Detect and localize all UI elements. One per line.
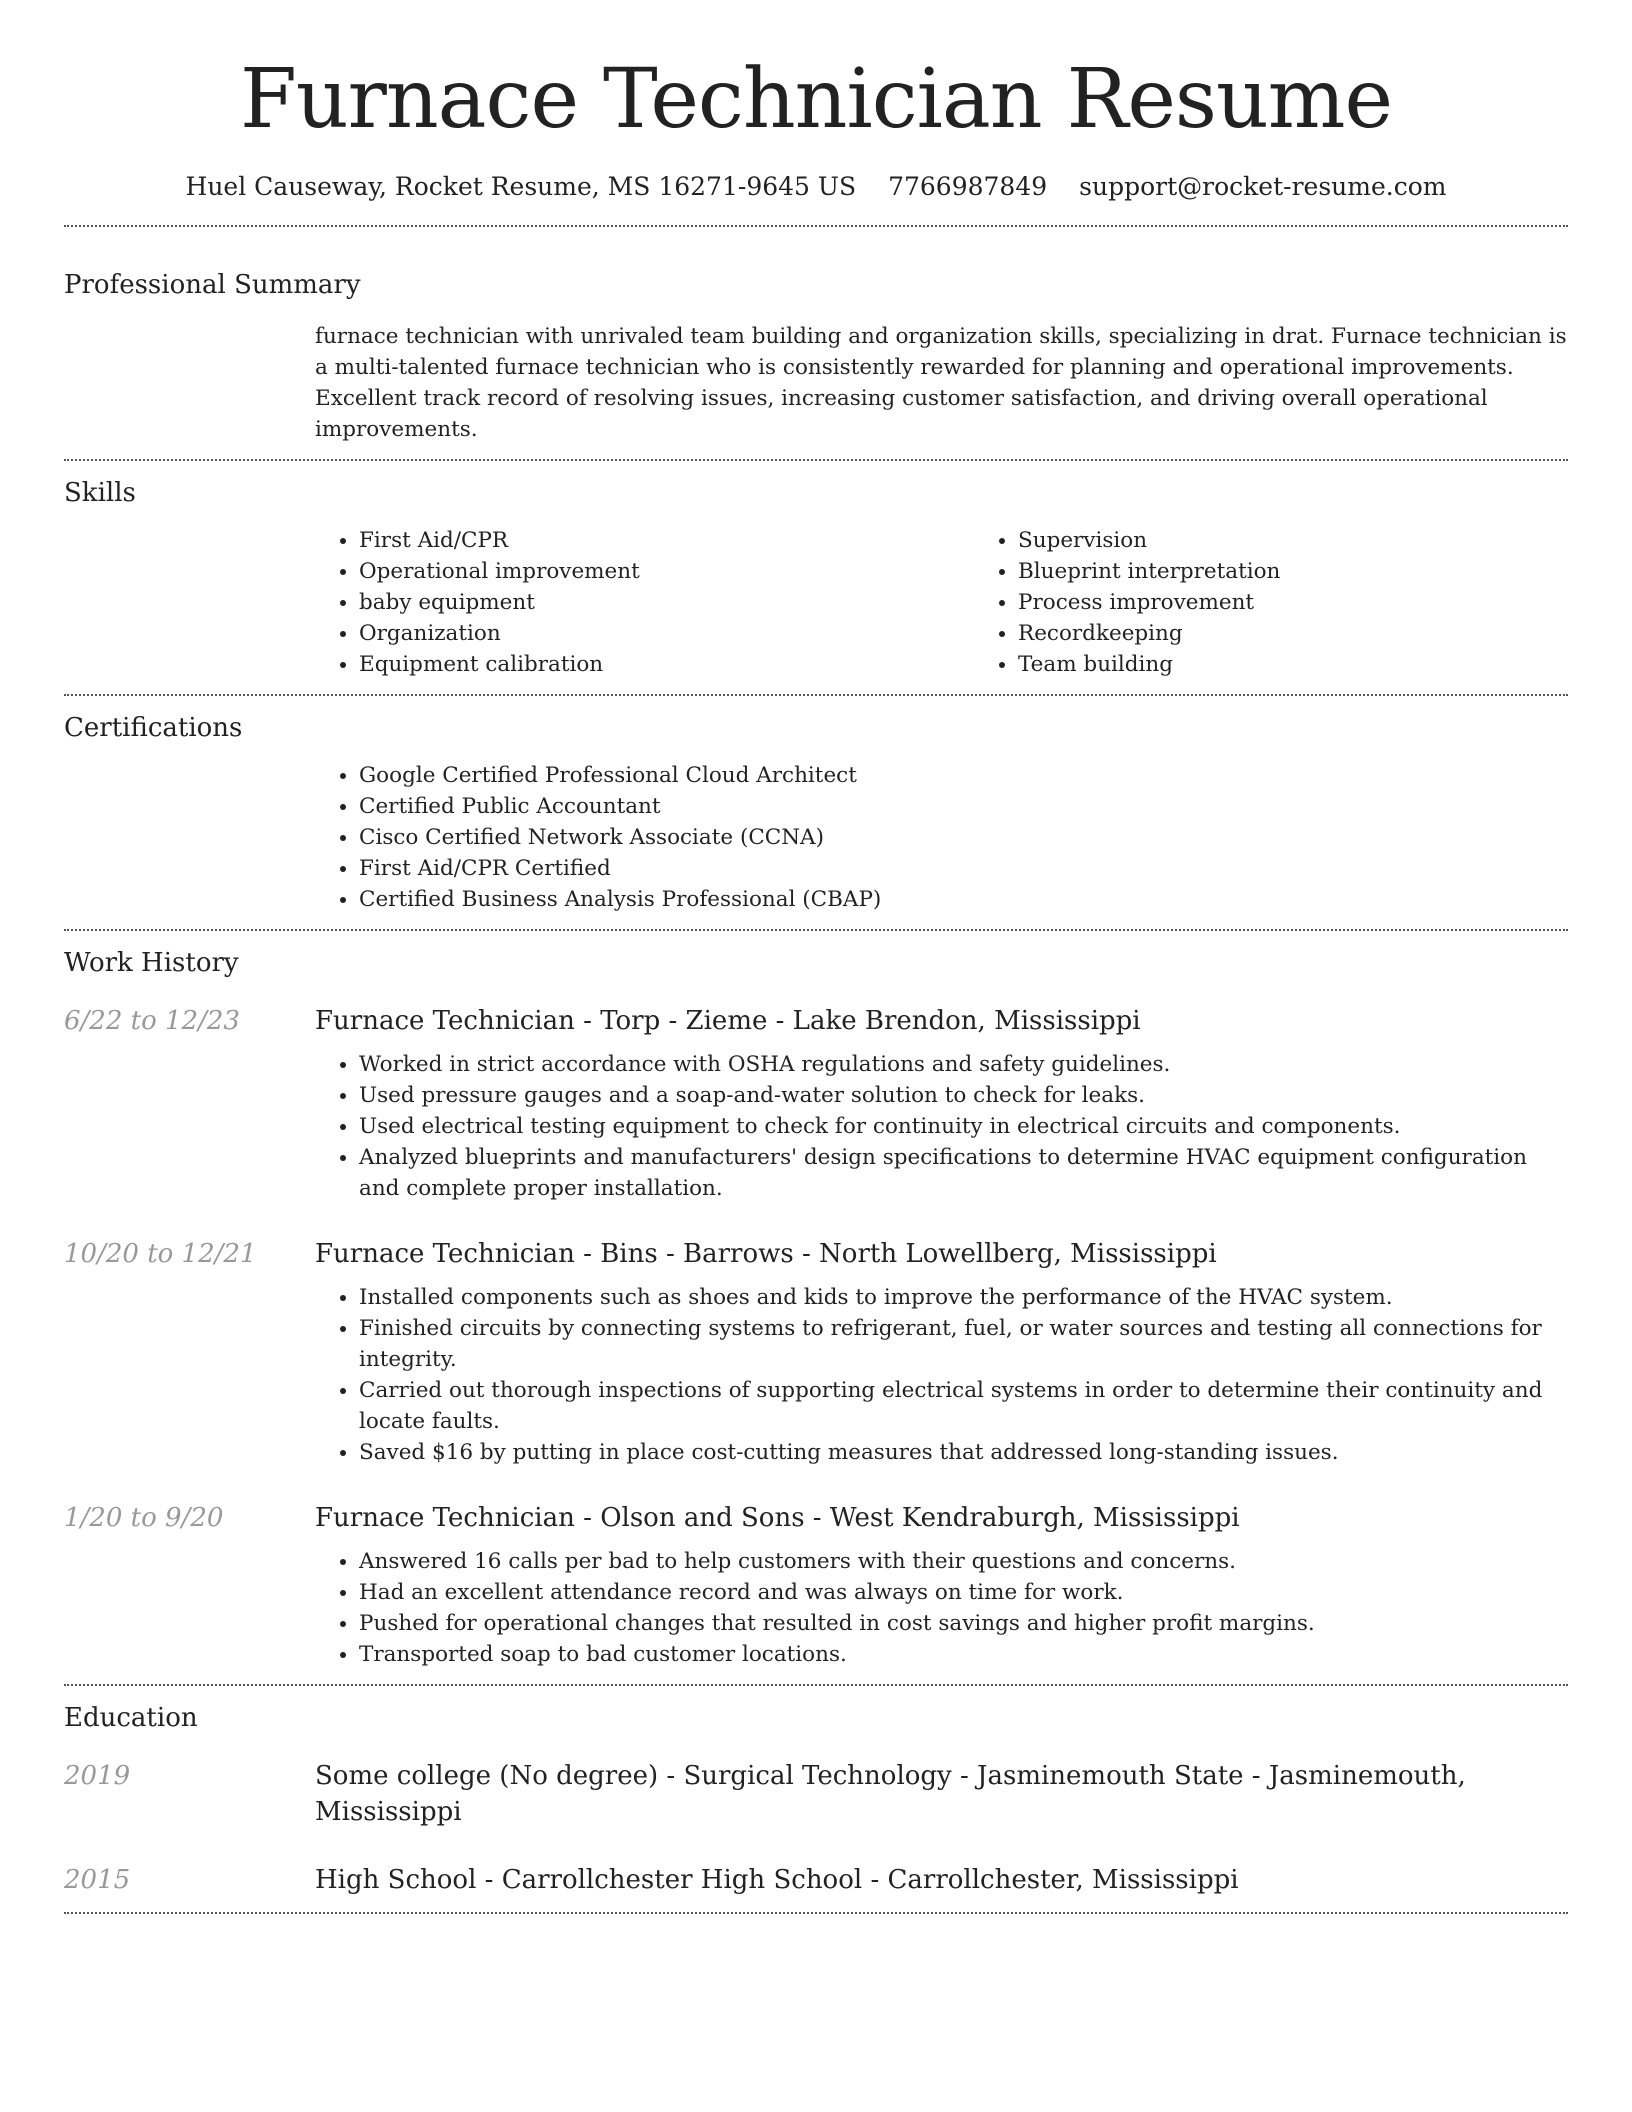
contact-address: Huel Causeway, Rocket Resume, MS 16271-9645 US: [185, 172, 857, 201]
job-bullet: • Used pressure gauges and a soap-and-water solution to check for leaks.: [359, 1080, 1568, 1111]
job-title: Furnace Technician - Torp - Zieme - Lake Brendon, Mississippi: [315, 1006, 1141, 1036]
work-history-heading: Work History: [64, 948, 239, 978]
education-entry: [64, 1758, 1568, 1830]
job-bullets: [315, 1282, 1568, 1468]
contact-email: support@rocket-resume.com: [1079, 172, 1447, 201]
job-bullet: • Installed components such as shoes and kids to improve the performance of the HVAC system.: [359, 1282, 1568, 1313]
certifications-list: [315, 760, 1568, 915]
certifications-section: [64, 696, 1568, 929]
skill-item: • Operational improvement: [359, 556, 974, 587]
certification-item: • Cisco Certified Network Associate (CCNA): [359, 822, 1568, 853]
job-dates: 1/20 to 9/20: [64, 1503, 224, 1533]
job-bullet: • Answered 16 calls per bad to help customers with their questions and concerns.: [359, 1546, 1568, 1577]
job-bullet: • Saved $16 by putting in place cost-cutting measures that addressed long-standing issues.: [359, 1437, 1568, 1468]
contact-phone: 7766987849: [888, 172, 1048, 201]
skills-heading: Skills: [64, 478, 136, 508]
education-entry: [64, 1862, 1568, 1898]
certification-item: • Google Certified Professional Cloud Architect: [359, 760, 1568, 791]
summary-heading: Professional Summary: [64, 270, 361, 300]
summary-text: furnace technician with unrivaled team building and organization skills, specializing in drat. Furnace technician is a multi-talented furnace technician who is consistently rewarded for planning and operational improvements. Excellent track record of resolving issues, increasing customer satisfaction, and driving overall operational improvements.: [315, 324, 1567, 442]
section-divider: [64, 1912, 1568, 1914]
skills-list-left: [315, 525, 974, 680]
skills-section: [64, 461, 1568, 694]
page-title: Furnace Technician Resume: [239, 52, 1393, 147]
skill-item: • First Aid/CPR: [359, 525, 974, 556]
education-detail: High School - Carrollchester High School - Carrollchester, Mississippi: [315, 1865, 1239, 1895]
job-entry: [64, 1500, 1568, 1684]
certification-item: • Certified Business Analysis Professional (CBAP): [359, 884, 1568, 915]
job-entry: [64, 1003, 1568, 1204]
job-bullet: • Transported soap to bad customer locations.: [359, 1639, 1568, 1670]
skill-item: • Team building: [1018, 649, 1632, 680]
education-year: 2015: [64, 1865, 131, 1895]
certification-item: • First Aid/CPR Certified: [359, 853, 1568, 884]
certification-item: • Certified Public Accountant: [359, 791, 1568, 822]
education-section: [64, 1686, 1568, 1898]
skill-item: • Equipment calibration: [359, 649, 974, 680]
skill-item: • Process improvement: [1018, 587, 1632, 618]
job-bullet: • Carried out thorough inspections of supporting electrical systems in order to determine their continuity and locate faults.: [359, 1375, 1568, 1437]
job-entry: [64, 1236, 1568, 1468]
certifications-heading: Certifications: [64, 713, 243, 743]
job-bullet: • Worked in strict accordance with OSHA regulations and safety guidelines.: [359, 1049, 1568, 1080]
skills-list-right: [974, 525, 1632, 680]
job-bullet: • Used electrical testing equipment to check for continuity in electrical circuits and components.: [359, 1111, 1568, 1142]
job-title: Furnace Technician - Bins - Barrows - North Lowellberg, Mississippi: [315, 1239, 1217, 1269]
education-heading: Education: [64, 1703, 198, 1733]
job-bullet: • Pushed for operational changes that resulted in cost savings and higher profit margins.: [359, 1608, 1568, 1639]
skill-item: • baby equipment: [359, 587, 974, 618]
job-bullet: • Finished circuits by connecting systems to refrigerant, fuel, or water sources and testing all connections for integrity.: [359, 1313, 1568, 1375]
job-bullets: [315, 1546, 1568, 1670]
job-bullet: • Had an excellent attendance record and was always on time for work.: [359, 1577, 1568, 1608]
job-bullets: [315, 1049, 1568, 1204]
education-detail: Some college (No degree) - Surgical Technology - Jasminemouth State - Jasminemouth, Mississippi: [315, 1761, 1466, 1827]
job-bullet: • Analyzed blueprints and manufacturers' design specifications to determine HVAC equipment configuration and complete proper installation.: [359, 1142, 1568, 1204]
summary-section: [64, 227, 1568, 459]
job-dates: 10/20 to 12/21: [64, 1239, 257, 1269]
education-year: 2019: [64, 1761, 131, 1791]
job-dates: 6/22 to 12/23: [64, 1006, 240, 1036]
skill-item: • Blueprint interpretation: [1018, 556, 1632, 587]
job-title: Furnace Technician - Olson and Sons - West Kendraburgh, Mississippi: [315, 1503, 1240, 1533]
skill-item: • Recordkeeping: [1018, 618, 1632, 649]
skill-item: • Organization: [359, 618, 974, 649]
contact-info: [64, 172, 1568, 201]
work-history-section: [64, 931, 1568, 1684]
skill-item: • Supervision: [1018, 525, 1632, 556]
